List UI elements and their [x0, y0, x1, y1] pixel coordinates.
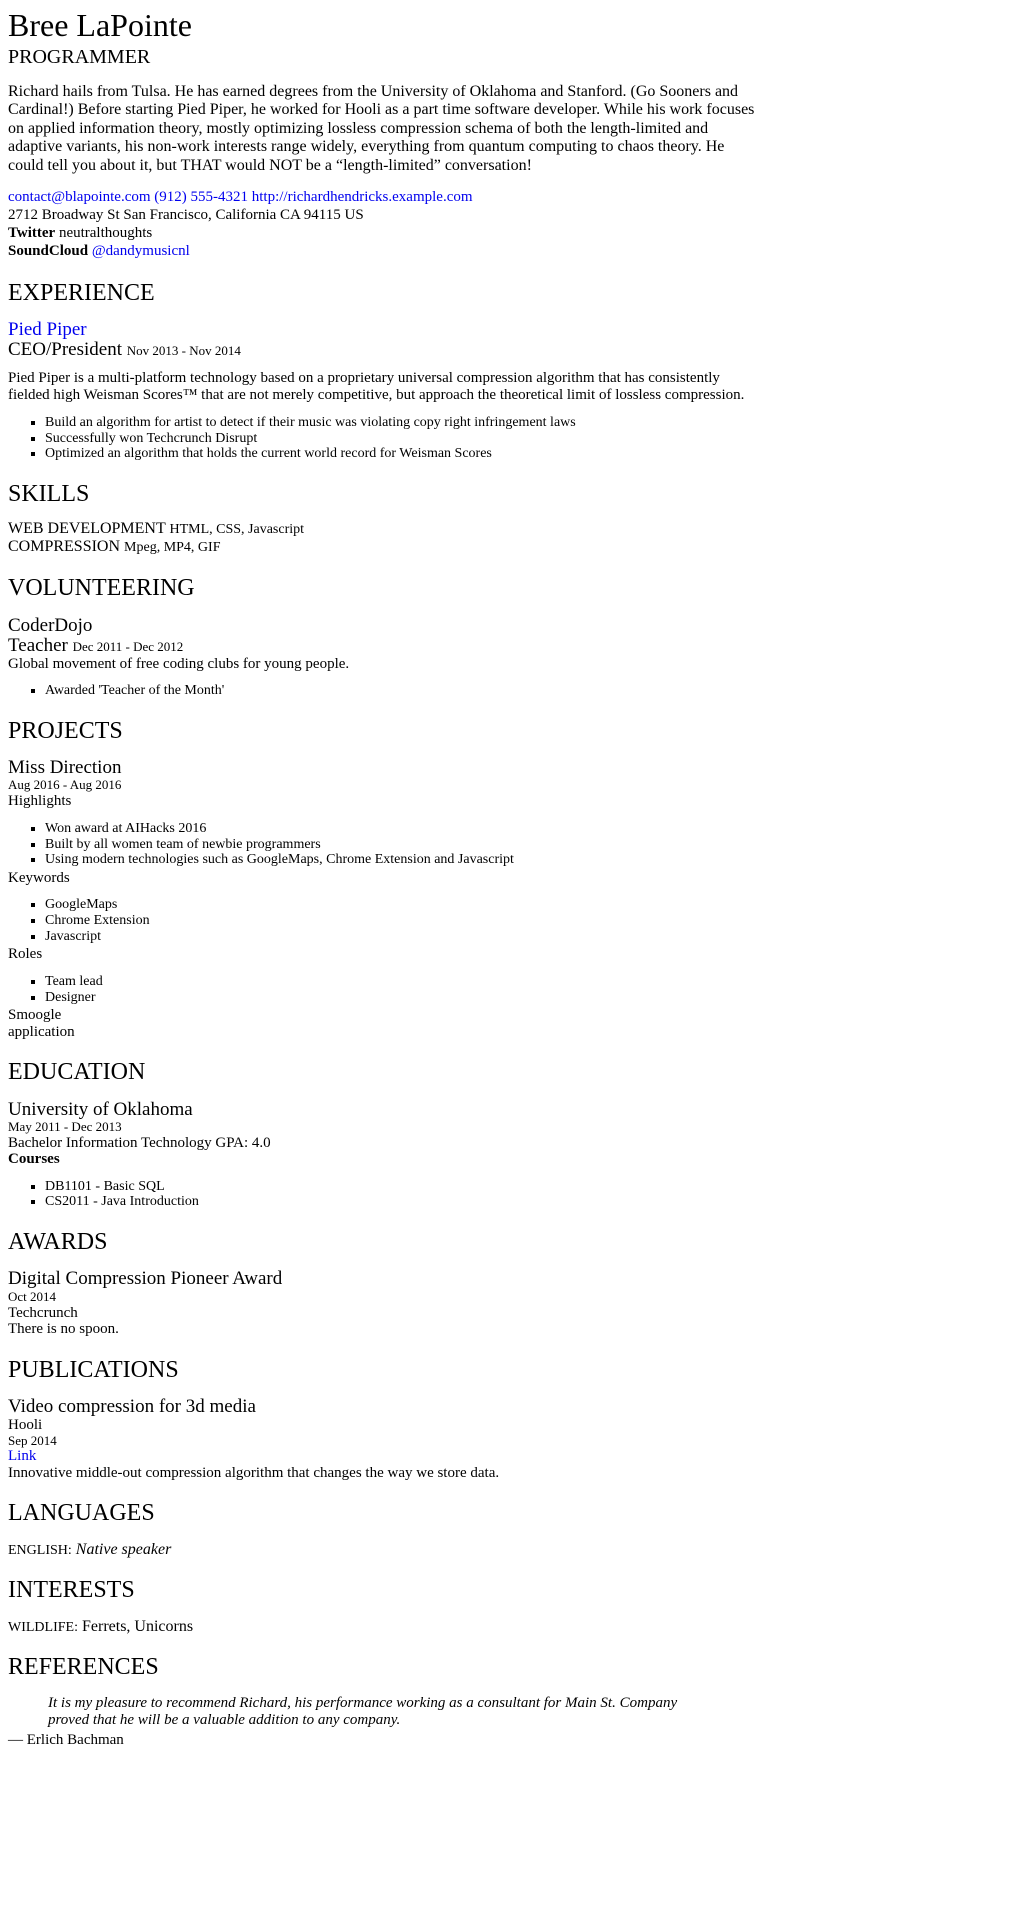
experience-heading: EXPERIENCE — [8, 279, 155, 306]
resume-page — [8, 8, 756, 1748]
publication-summary: Innovative middle-out compression algorithm that changes the way we store data. — [8, 1464, 500, 1481]
list-item: ▪ Javascript — [45, 929, 756, 945]
volunteer-position-line — [8, 636, 756, 656]
website-link[interactable]: http://richardhendricks.example.com — [251, 189, 473, 206]
skills-heading: SKILLS — [8, 481, 90, 508]
list-item: ▪ GoogleMaps — [45, 897, 756, 913]
section-volunteering — [8, 575, 756, 699]
position-label: Teacher — [8, 634, 68, 656]
skill-name: COMPRESSION — [8, 537, 121, 555]
publication-name: Video compression for 3d media — [8, 1395, 256, 1417]
publications-heading: PUBLICATIONS — [8, 1356, 179, 1383]
award-date: Oct 2014 — [8, 1288, 57, 1304]
section-skills — [8, 481, 756, 556]
volunteer-organization: CoderDojo — [8, 614, 93, 636]
education-heading: EDUCATION — [8, 1059, 146, 1086]
list-item: ▪ Chrome Extension — [45, 913, 756, 929]
skill-keywords: Mpeg, MP4, GIF — [124, 539, 221, 555]
publication-link-line — [8, 1448, 756, 1465]
list-item: ▪ Built by all women team of newbie programmers — [45, 837, 756, 853]
list-item: ▪ Awarded 'Teacher of the Month' — [45, 683, 756, 699]
award-awarder: Techcrunch — [8, 1304, 78, 1321]
list-item: ▪ Using modern technologies such as GoogleMaps, Chrome Extension and Javascript — [45, 852, 756, 868]
volunteering-heading: VOLUNTEERING — [8, 575, 195, 602]
education-dates: May 2011 - Dec 2013 — [8, 1118, 122, 1134]
resume-header — [8, 8, 756, 261]
reference-quote: It is my pleasure to recommend Richard, his performance working as a consultant for Main St. Company proved that he will be a valuable addition to any company. — [48, 1694, 678, 1729]
section-publications — [8, 1357, 756, 1482]
skill-web-development — [8, 521, 756, 538]
list-item: ▪ Successfully won Techcrunch Disrupt — [45, 431, 756, 447]
language-name: ENGLISH: — [8, 1542, 72, 1558]
experience-position-line — [8, 340, 756, 360]
publication-date: Sep 2014 — [8, 1432, 57, 1448]
section-awards — [8, 1229, 756, 1337]
skill-name: WEB DEVELOPMENT — [8, 520, 166, 538]
award-title: Digital Compression Pioneer Award — [8, 1268, 283, 1290]
resume-summary: Richard hails from Tulsa. He has earned degrees from the University of Oklahoma and Stanford. (Go Sooners and Cardinal!) Before starting Pied Piper, he worked for Hooli as a part time software developer. While his work focuses on applied information theory, mostly optimizing lossless compression schema of both the length-limited and adaptive variants, his non-work interests range widely, everything from quantum computing to chaos theory. He could tell you about it, but THAT would NOT be a “length-limited” conversation! — [8, 82, 755, 174]
list-item: ▪ Designer — [45, 990, 756, 1006]
resume-name: Bree LaPointe — [8, 7, 192, 43]
email-link[interactable]: contact@blapointe.com — [8, 189, 151, 206]
awards-heading: AWARDS — [8, 1229, 108, 1256]
list-item: ▪ Optimized an algorithm that holds the current world record for Weisman Scores — [45, 446, 756, 462]
company-link[interactable]: Pied Piper — [8, 319, 87, 341]
language-line — [8, 1541, 756, 1559]
address-line: 2712 Broadway St San Francisco, California CA 94115 US — [8, 207, 364, 224]
list-item: ▪ DB1101 - Basic SQL — [45, 1179, 756, 1195]
interests-heading: INTERESTS — [8, 1577, 135, 1604]
interest-keywords: Ferrets, Unicorns — [81, 1617, 194, 1635]
experience-summary: Pied Piper is a multi-platform technology based on a proprietary universal compression algorithm that has consistently fielded high Weisman Scores™ that are not merely competitive, but approach the theoretical limit of lossless compression. — [8, 370, 745, 404]
resume-role-title: PROGRAMMER — [8, 45, 151, 68]
contact-block — [8, 189, 756, 261]
list-item: ▪ Team lead — [45, 974, 756, 990]
section-experience — [8, 280, 756, 462]
project-dates: Aug 2016 - Aug 2016 — [8, 777, 122, 793]
project-roles-list — [8, 974, 756, 1005]
project-roles-label: Roles — [8, 946, 43, 963]
contact-line — [8, 189, 756, 207]
skill-compression — [8, 539, 756, 556]
project-name: Miss Direction — [8, 757, 122, 779]
education-courses-label: Courses — [8, 1151, 60, 1168]
volunteer-summary: Global movement of free coding clubs for young people. — [8, 655, 350, 672]
list-item: ▪ Won award at AIHacks 2016 — [45, 821, 756, 837]
language-fluency: Native speaker — [75, 1540, 172, 1558]
project-keywords-list — [8, 897, 756, 944]
interest-line — [8, 1618, 756, 1636]
section-languages — [8, 1500, 756, 1558]
section-projects — [8, 718, 756, 1040]
list-item: ▪ Build an algorithm for artist to detect if their music was violating copy right infringement laws — [45, 415, 756, 431]
experience-dates: Nov 2013 - Nov 2014 — [126, 343, 241, 359]
profile-line-soundcloud — [8, 243, 756, 261]
interest-name: WILDLIFE: — [8, 1619, 78, 1635]
references-heading: REFERENCES — [8, 1654, 159, 1681]
list-item: ▪ CS2011 - Java Introduction — [45, 1194, 756, 1210]
volunteer-highlights-list — [8, 683, 756, 699]
project-entity: Smoogle — [8, 1007, 62, 1024]
project-type: application — [8, 1023, 75, 1040]
twitter-username: neutralthoughts — [58, 225, 153, 242]
skill-keywords: HTML, CSS, Javascript — [169, 522, 305, 538]
projects-heading: PROJECTS — [8, 717, 123, 744]
award-summary: There is no spoon. — [8, 1321, 119, 1337]
project-highlights-list — [8, 821, 756, 868]
soundcloud-username-link[interactable]: @dandymusicnl — [91, 242, 190, 259]
section-interests — [8, 1577, 756, 1635]
volunteer-dates: Dec 2011 - Dec 2012 — [72, 638, 184, 654]
section-references — [8, 1654, 756, 1748]
project-keywords-label: Keywords — [8, 869, 70, 886]
phone-link[interactable]: (912) 555-4321 — [154, 189, 249, 206]
education-courses-list — [8, 1179, 756, 1210]
project-highlights-label: Highlights — [8, 793, 72, 810]
twitter-label: Twitter — [8, 225, 56, 242]
publication-publisher: Hooli — [8, 1417, 43, 1434]
publication-link[interactable]: Link — [8, 1448, 37, 1465]
reference-name: — Erlich Bachman — [8, 1731, 124, 1748]
languages-heading: LANGUAGES — [8, 1500, 155, 1527]
experience-company — [8, 320, 756, 340]
education-degree: Bachelor Information Technology GPA: 4.0 — [8, 1134, 271, 1151]
position-label: CEO/President — [8, 339, 122, 361]
profile-line-twitter — [8, 225, 756, 243]
education-institution: University of Oklahoma — [8, 1098, 193, 1120]
soundcloud-label: SoundCloud — [8, 242, 89, 259]
section-education — [8, 1059, 756, 1210]
experience-highlights-list — [8, 415, 756, 462]
